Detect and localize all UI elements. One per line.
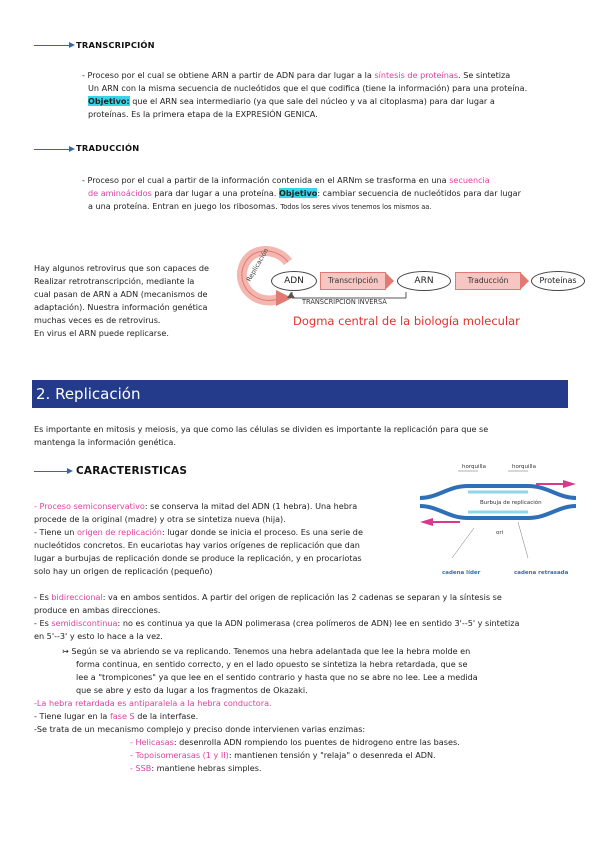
heading-caracteristicas: CARACTERISTICAS	[76, 465, 188, 477]
lagging-label: cadena retrasada	[514, 570, 569, 576]
bubble-label: Burbuja de replicación	[480, 500, 542, 506]
section-bar-replicacion: 2. Replicación	[32, 380, 568, 408]
dogma-title: Dogma central de la biología molecular	[293, 314, 520, 328]
inverse-label: TRANSCRIPCION INVERSA	[302, 298, 387, 306]
node-adn: ADN	[271, 271, 317, 291]
enzyme-helicasas: - Helicasas: desenrolla ADN rompiendo los puentes de hidrogeno entre las bases.	[130, 737, 460, 747]
origin-label: ori	[496, 530, 504, 536]
caracteristicas-block4: -La hebra retardada es antiparalela a la hebra conductora. - Tiene lugar en la fase S de la interfase. -Se trata de un mecanismo complejo y preciso donde intervienen varias enzimas:	[34, 698, 366, 734]
caracteristicas-block3: ↣ Según se va abriendo se va replicando. Tenemos una hebra adelantada que lee la hebra molde en forma continua, en sentido correcto, y en el lado opuesto se sintetiza la hebra retardada, que se lee a "trompicones" ya que lee en el sentido contrario y hasta que no se abre no lee. Lee a medida que se abre y esto da lugar a los fragmentos de Okazaki.	[62, 646, 478, 695]
heading-traduccion: TRADUCCIÓN	[76, 143, 140, 153]
traduccion-text: - Proceso por el cual a partir de la información contenida en el ARNm se trasforma en una secuencia de aminoácidos para dar lugar a una proteína. Objetivo: cambiar secuencia de nucleótidos para dar lugar a una proteína. Entran en juego los ribosomas. Todos los seres vivos tenemos los mismos aa.	[82, 175, 521, 211]
enzyme-topoisomerasas: - Topoisomerasas (1 y II): mantienen tensión y "relaja" o desenreda el ADN.	[130, 750, 436, 760]
node-arn: ARN	[397, 271, 451, 291]
node-proteinas: Proteínas	[531, 271, 585, 291]
fork-left-label: horquilla	[462, 464, 486, 470]
transcripcion-text: - Proceso por el cual se obtiene ARN a partir de ADN para dar lugar a la síntesis de proteínas. Se sintetiza Un ARN con la misma secuencia de nucleótidos que el que codifica (tiene la información) para una proteína. Objetivo: que el ARN sea intermediario (ya que sale del núcleo y va al citoplasma) para dar lugar a proteínas. Es la primera etapa de la EXPRESIÓN GENICA.	[82, 70, 528, 119]
replicacion-intro: Es importante en mitosis y meiosis, ya que como las células se dividen es importante la replicación para que se mantenga la información genética.	[34, 424, 489, 447]
replication-figure	[418, 458, 578, 580]
caracteristicas-block2: - Es bidireccional: va en ambos sentidos. A partir del origen de replicación las 2 cadenas se separan y la síntesis se produce en ambas direcciones. - Es semidiscontinua: no es continua ya que la ADN polimerasa (crea polímeros de ADN) lee en sentido 3'--5' y sintetiza en 5'--3' y esto lo hace a la vez.	[34, 592, 520, 641]
arrow-traduccion-step: Traducción	[455, 272, 521, 290]
fork-right-label: horquilla	[512, 464, 536, 470]
enzyme-ssb: - SSB: mantiene hebras simples.	[130, 763, 262, 773]
caracteristicas-block1: - Proceso semiconservativo: se conserva la mitad del ADN (1 hebra). Una hebra procede de la original (madre) y otra se sintetiza nueva (hija). - Tiene un origen de replicación: lugar donde se inicia el proceso. Es una serie de nucleótidos concretos. En eucariotas hay varios orígenes de replicación que dan lugar a burbujas de replicación donde se produce la replicación, y en procariotas solo hay un origen de replicación (pequeño)	[34, 501, 363, 576]
replication-label: Replicación	[244, 246, 271, 283]
enzimas-list	[130, 736, 580, 775]
leading-label: cadena líder	[442, 570, 481, 576]
heading-transcripcion: TRANSCRIPCIÓN	[76, 40, 155, 50]
arrow-transcripcion-step: Transcripción	[320, 272, 386, 290]
retrovirus-text: Hay algunos retrovirus que son capaces de Realizar retrotranscripción, mediante la cual pasan de ARN a ADN (mecanismos de adaptación). Nuestra información genética muchas veces es de retrovirus. En virus el ARN puede replicarse.	[34, 263, 209, 338]
